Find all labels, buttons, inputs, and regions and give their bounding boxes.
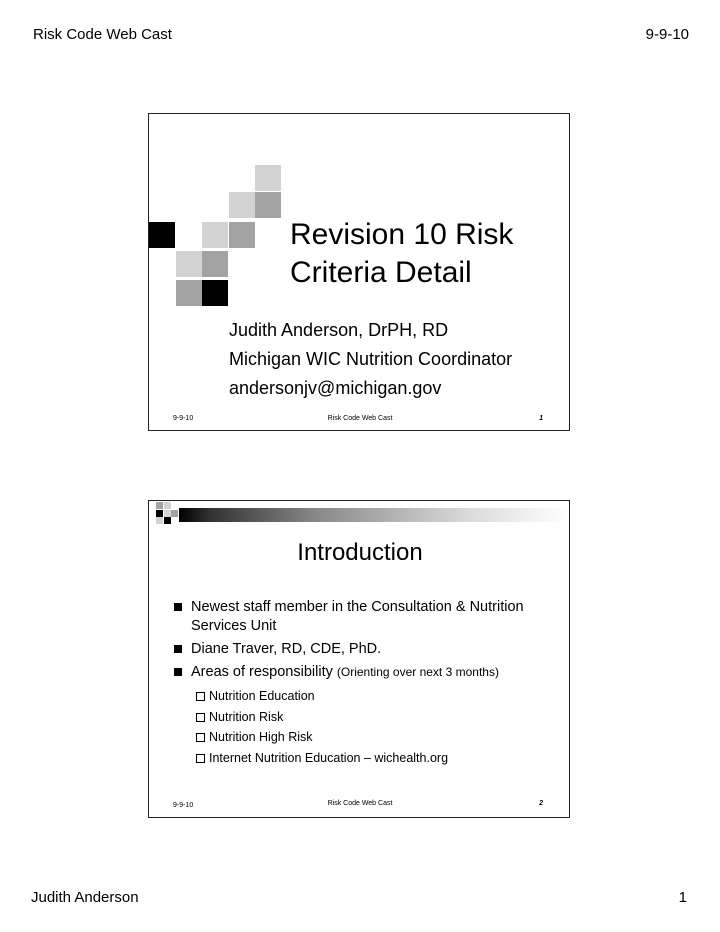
deco-square: [156, 510, 163, 517]
hollow-square-icon: [196, 733, 205, 742]
page-number: 1: [678, 889, 687, 906]
bullet-text: Areas of responsibility: [191, 664, 333, 680]
slide-1: [148, 113, 570, 431]
bullet-item: [173, 640, 563, 659]
deco-square: [255, 165, 281, 191]
author-name: Judith Anderson, DrPH, RD: [229, 320, 449, 340]
hollow-square-icon: [196, 692, 205, 701]
author-block: [229, 316, 512, 403]
hollow-square-icon: [196, 713, 205, 722]
sub-bullet-list: [196, 686, 563, 768]
slide-2: [148, 500, 570, 818]
deco-square: [164, 510, 171, 517]
bullet-item: [173, 663, 563, 682]
slide-footer-title: Risk Code Web Cast: [327, 415, 393, 422]
page-header-title: Risk Code Web Cast: [33, 26, 172, 43]
deco-square: [255, 192, 281, 218]
sub-bullet-item: [196, 727, 563, 748]
sub-bullet-item: [196, 686, 563, 707]
title-line: Criteria Detail: [290, 256, 472, 289]
slide-footer-title: Risk Code Web Cast: [327, 800, 393, 807]
deco-square: [164, 502, 171, 509]
slide-number: 1: [539, 415, 543, 422]
sub-bullet-text: Internet Nutrition Education – wichealth.org: [209, 750, 449, 765]
hollow-square-icon: [196, 754, 205, 763]
deco-square: [171, 510, 178, 517]
sub-bullet-item: [196, 707, 563, 728]
deco-square: [176, 280, 202, 306]
deco-square: [156, 502, 163, 509]
bullet-note: (Orienting over next 3 months): [336, 665, 499, 679]
bullet-text: Newest staff member in the Consultation & Nutrition Services Unit: [191, 599, 524, 634]
sub-bullet-text: Nutrition Education: [209, 689, 315, 703]
deco-square: [202, 280, 228, 306]
deco-square: [176, 251, 202, 277]
sub-bullet-item: [196, 748, 563, 769]
bullet-text: Diane Traver, RD, CDE, PhD.: [191, 641, 382, 657]
deco-square: [202, 251, 228, 277]
bullet-list: [173, 598, 563, 768]
deco-square: [164, 517, 171, 524]
deco-square: [229, 192, 255, 218]
page-footer-author: Judith Anderson: [31, 889, 139, 906]
slide-title: Introduction: [297, 539, 423, 566]
author-email: andersonjv@michigan.gov: [229, 378, 442, 398]
slide-footer-date: 9-9-10: [173, 415, 194, 422]
author-role: Michigan WIC Nutrition Coordinator: [229, 349, 513, 369]
sub-bullet-text: Nutrition Risk: [209, 709, 284, 724]
slide-title: [290, 216, 560, 292]
deco-square: [229, 222, 255, 248]
title-line: Revision 10 Risk: [290, 218, 514, 251]
square-bullet-icon: [174, 668, 182, 676]
page-header-date: 9-9-10: [645, 26, 689, 43]
gradient-bar: [179, 508, 569, 522]
slide-footer-date: 9-9-10: [173, 802, 194, 809]
square-bullet-icon: [174, 603, 182, 611]
square-bullet-icon: [174, 645, 182, 653]
deco-square: [149, 222, 175, 248]
deco-square: [202, 222, 228, 248]
sub-bullet-text: Nutrition High Risk: [209, 730, 313, 744]
slide-number: 2: [539, 800, 543, 807]
deco-square: [156, 517, 163, 524]
bullet-item: [173, 598, 563, 636]
